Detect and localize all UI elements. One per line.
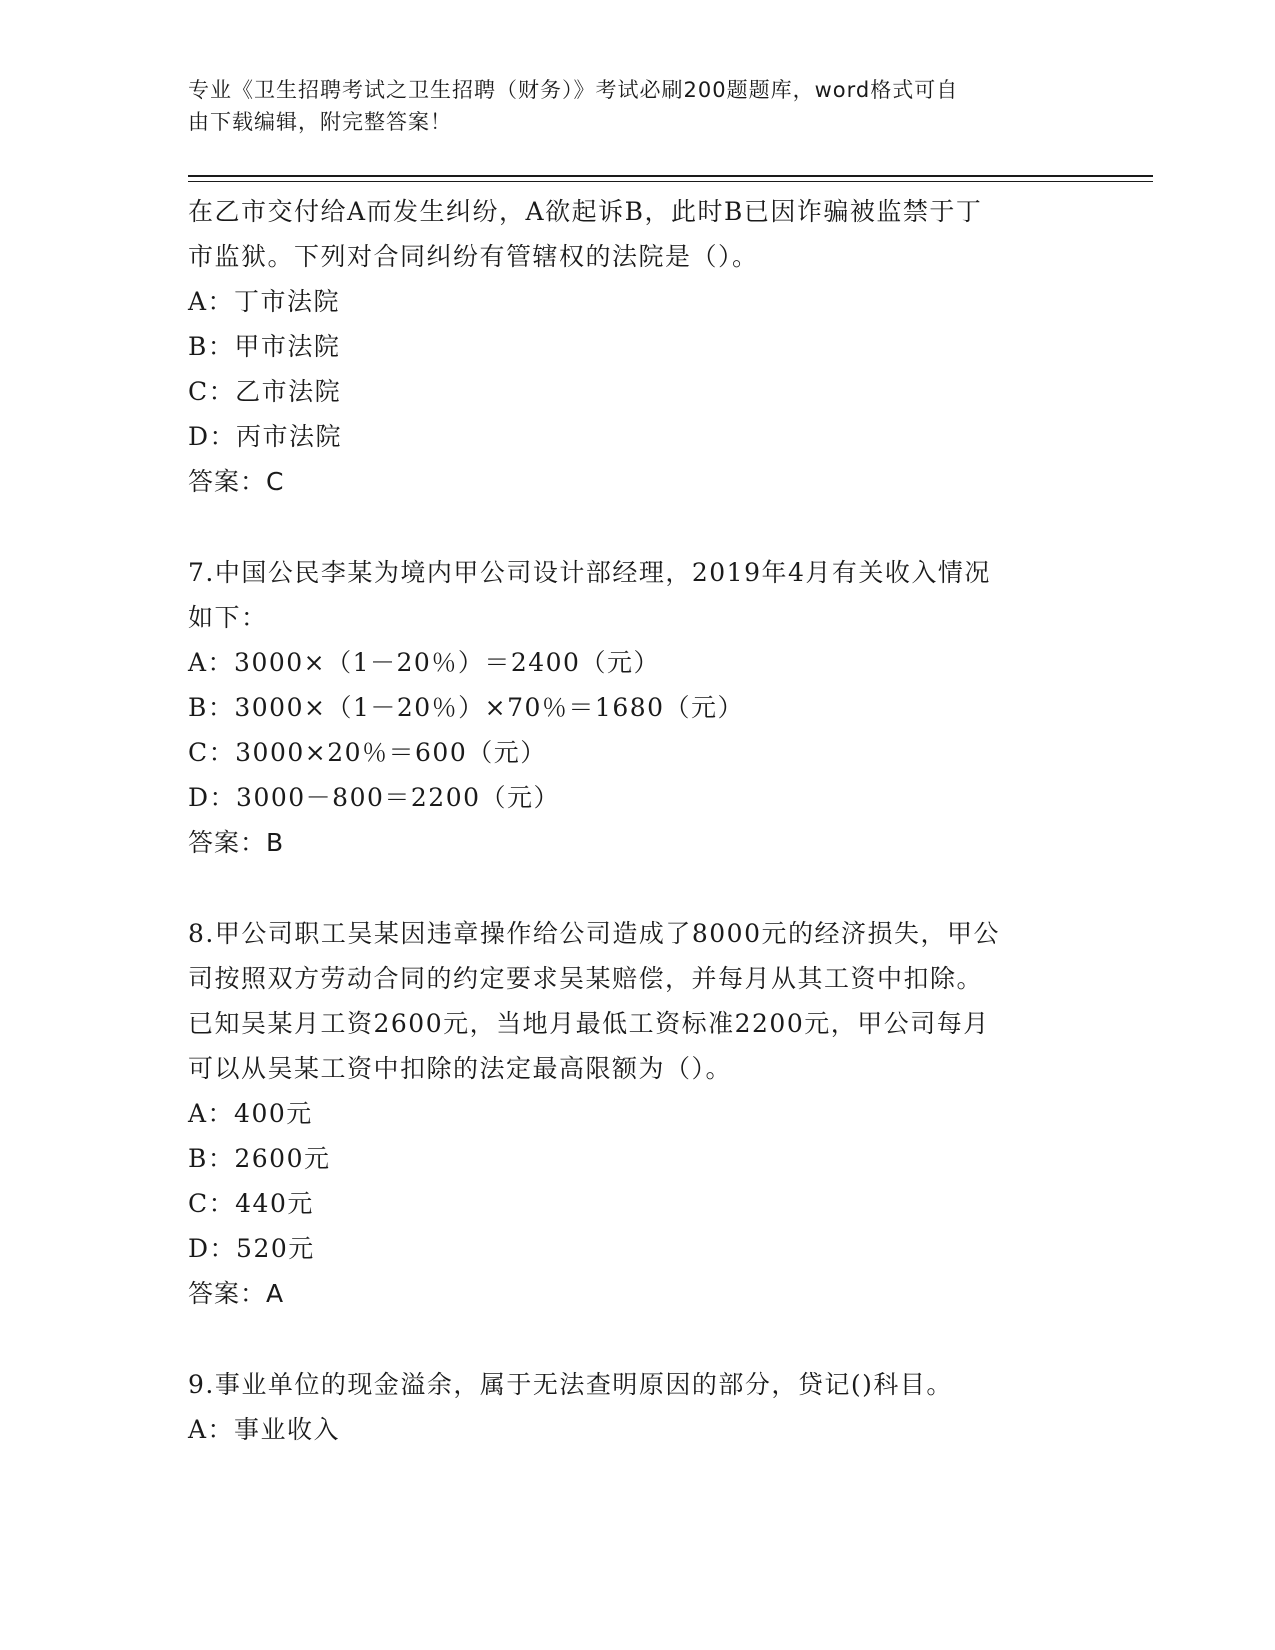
question-spacer bbox=[188, 1316, 1088, 1362]
question-stem: 已知吴某月工资2600元，当地月最低工资标准2200元，甲公司每月 bbox=[188, 1009, 990, 1038]
question-stem: 在乙市交付给A而发生纠纷，A欲起诉B，此时B已因诈骗被监禁于丁 bbox=[188, 197, 983, 226]
option-d: D：520元 bbox=[188, 1234, 315, 1263]
answer: 答案：C bbox=[188, 467, 285, 496]
question-7 bbox=[188, 550, 1088, 865]
question-stem: 可以从吴某工资中扣除的法定最高限额为（）。 bbox=[188, 1054, 733, 1083]
header-rule-thin bbox=[188, 181, 1153, 182]
question-stem: 市监狱。下列对合同纠纷有管辖权的法院是（）。 bbox=[188, 242, 759, 271]
question-stem: 9.事业单位的现金溢余，属于无法查明原因的部分，贷记()科目。 bbox=[188, 1370, 953, 1399]
option-b: B：甲市法院 bbox=[188, 332, 341, 361]
option-a: A：400元 bbox=[188, 1099, 313, 1128]
question-8 bbox=[188, 911, 1088, 1316]
option-a: A：事业收入 bbox=[188, 1415, 341, 1444]
question-stem: 8.甲公司职工吴某因违章操作给公司造成了8000元的经济损失，甲公 bbox=[188, 919, 1000, 948]
question-stem: 如下： bbox=[188, 603, 268, 632]
answer: 答案：B bbox=[188, 828, 285, 857]
question-spacer bbox=[188, 504, 1088, 550]
option-a: A：3000×（1－20％）＝2400（元） bbox=[188, 648, 660, 677]
option-b: B：3000×（1－20％）×70％＝1680（元） bbox=[188, 693, 745, 722]
option-b: B：2600元 bbox=[188, 1144, 331, 1173]
option-c: C：3000×20％＝600（元） bbox=[188, 738, 547, 767]
option-c: C：440元 bbox=[188, 1189, 314, 1218]
document-body bbox=[188, 189, 1088, 1452]
question-stem: 司按照双方劳动合同的约定要求吴某赔偿，并每月从其工资中扣除。 bbox=[188, 964, 984, 993]
question-stem: 7.中国公民李某为境内甲公司设计部经理，2019年4月有关收入情况 bbox=[188, 558, 991, 587]
option-c: C：乙市法院 bbox=[188, 377, 342, 406]
option-d: D：丙市法院 bbox=[188, 422, 343, 451]
answer: 答案：A bbox=[188, 1279, 285, 1308]
option-a: A：丁市法院 bbox=[188, 287, 341, 316]
header-line-1: 专业《卫生招聘考试之卫生招聘（财务）》考试必刷200题题库，word格式可自 bbox=[188, 78, 959, 102]
document-header bbox=[188, 74, 1068, 138]
header-line-2: 由下载编辑，附完整答案！ bbox=[188, 110, 452, 134]
question-9 bbox=[188, 1362, 1088, 1452]
header-rule-thick bbox=[188, 175, 1153, 177]
question-6 bbox=[188, 189, 1088, 504]
option-d: D：3000－800＝2200（元） bbox=[188, 783, 561, 812]
question-spacer bbox=[188, 865, 1088, 911]
